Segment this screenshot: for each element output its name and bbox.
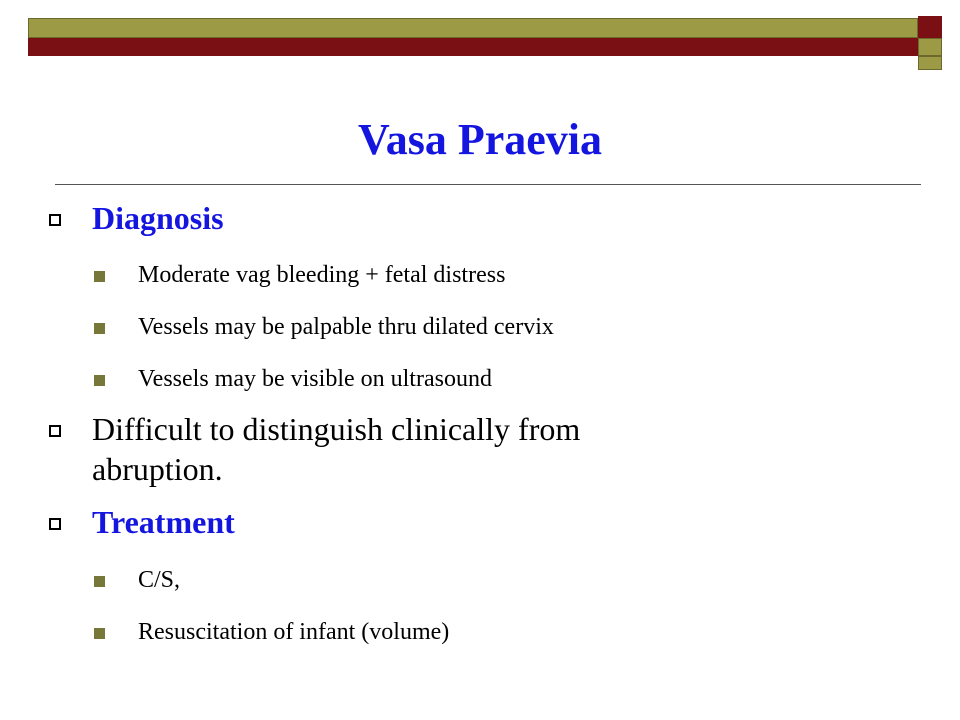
- olive-square-bottom: [918, 56, 942, 70]
- sub-bullet-text: Vessels may be visible on ultrasound: [138, 366, 492, 392]
- square-bullet-icon: [94, 375, 105, 386]
- square-bullet-icon: [94, 271, 105, 282]
- square-bullet-icon: [94, 323, 105, 334]
- hollow-square-bullet-icon: [49, 425, 61, 437]
- slide-title: Vasa Praevia: [357, 115, 603, 164]
- bullet-diagnosis-label: Diagnosis: [92, 200, 224, 236]
- slide-body: [46, 196, 926, 648]
- olive-band: [28, 18, 918, 38]
- title-divider: [55, 184, 921, 185]
- maroon-band: [28, 38, 918, 56]
- sub-bullet: [46, 311, 926, 343]
- olive-square: [918, 38, 942, 56]
- sub-bullet-text: Moderate vag bleeding + fetal distress: [138, 262, 506, 288]
- sub-bullet: [46, 363, 926, 395]
- sub-bullet-text: Resuscitation of infant (volume): [138, 619, 450, 645]
- maroon-square: [918, 16, 942, 38]
- bullet-difficult-line2: abruption.: [92, 451, 223, 487]
- hollow-square-bullet-icon: [49, 214, 61, 226]
- sub-bullet-text: C/S,: [138, 567, 181, 593]
- bullet-treatment: [46, 502, 926, 542]
- square-bullet-icon: [94, 628, 105, 639]
- bullet-diagnosis: [46, 198, 926, 238]
- sub-bullet-text: Vessels may be palpable thru dilated cervix: [138, 314, 554, 340]
- sub-bullet: [46, 259, 926, 291]
- bullet-difficult-line1: Difficult to distinguish clinically from: [92, 411, 581, 447]
- sub-bullet: [46, 616, 926, 648]
- hollow-square-bullet-icon: [49, 518, 61, 530]
- bullet-difficult: [46, 409, 926, 489]
- bullet-treatment-label: Treatment: [92, 504, 235, 540]
- sub-bullet: [46, 564, 926, 596]
- square-bullet-icon: [94, 576, 105, 587]
